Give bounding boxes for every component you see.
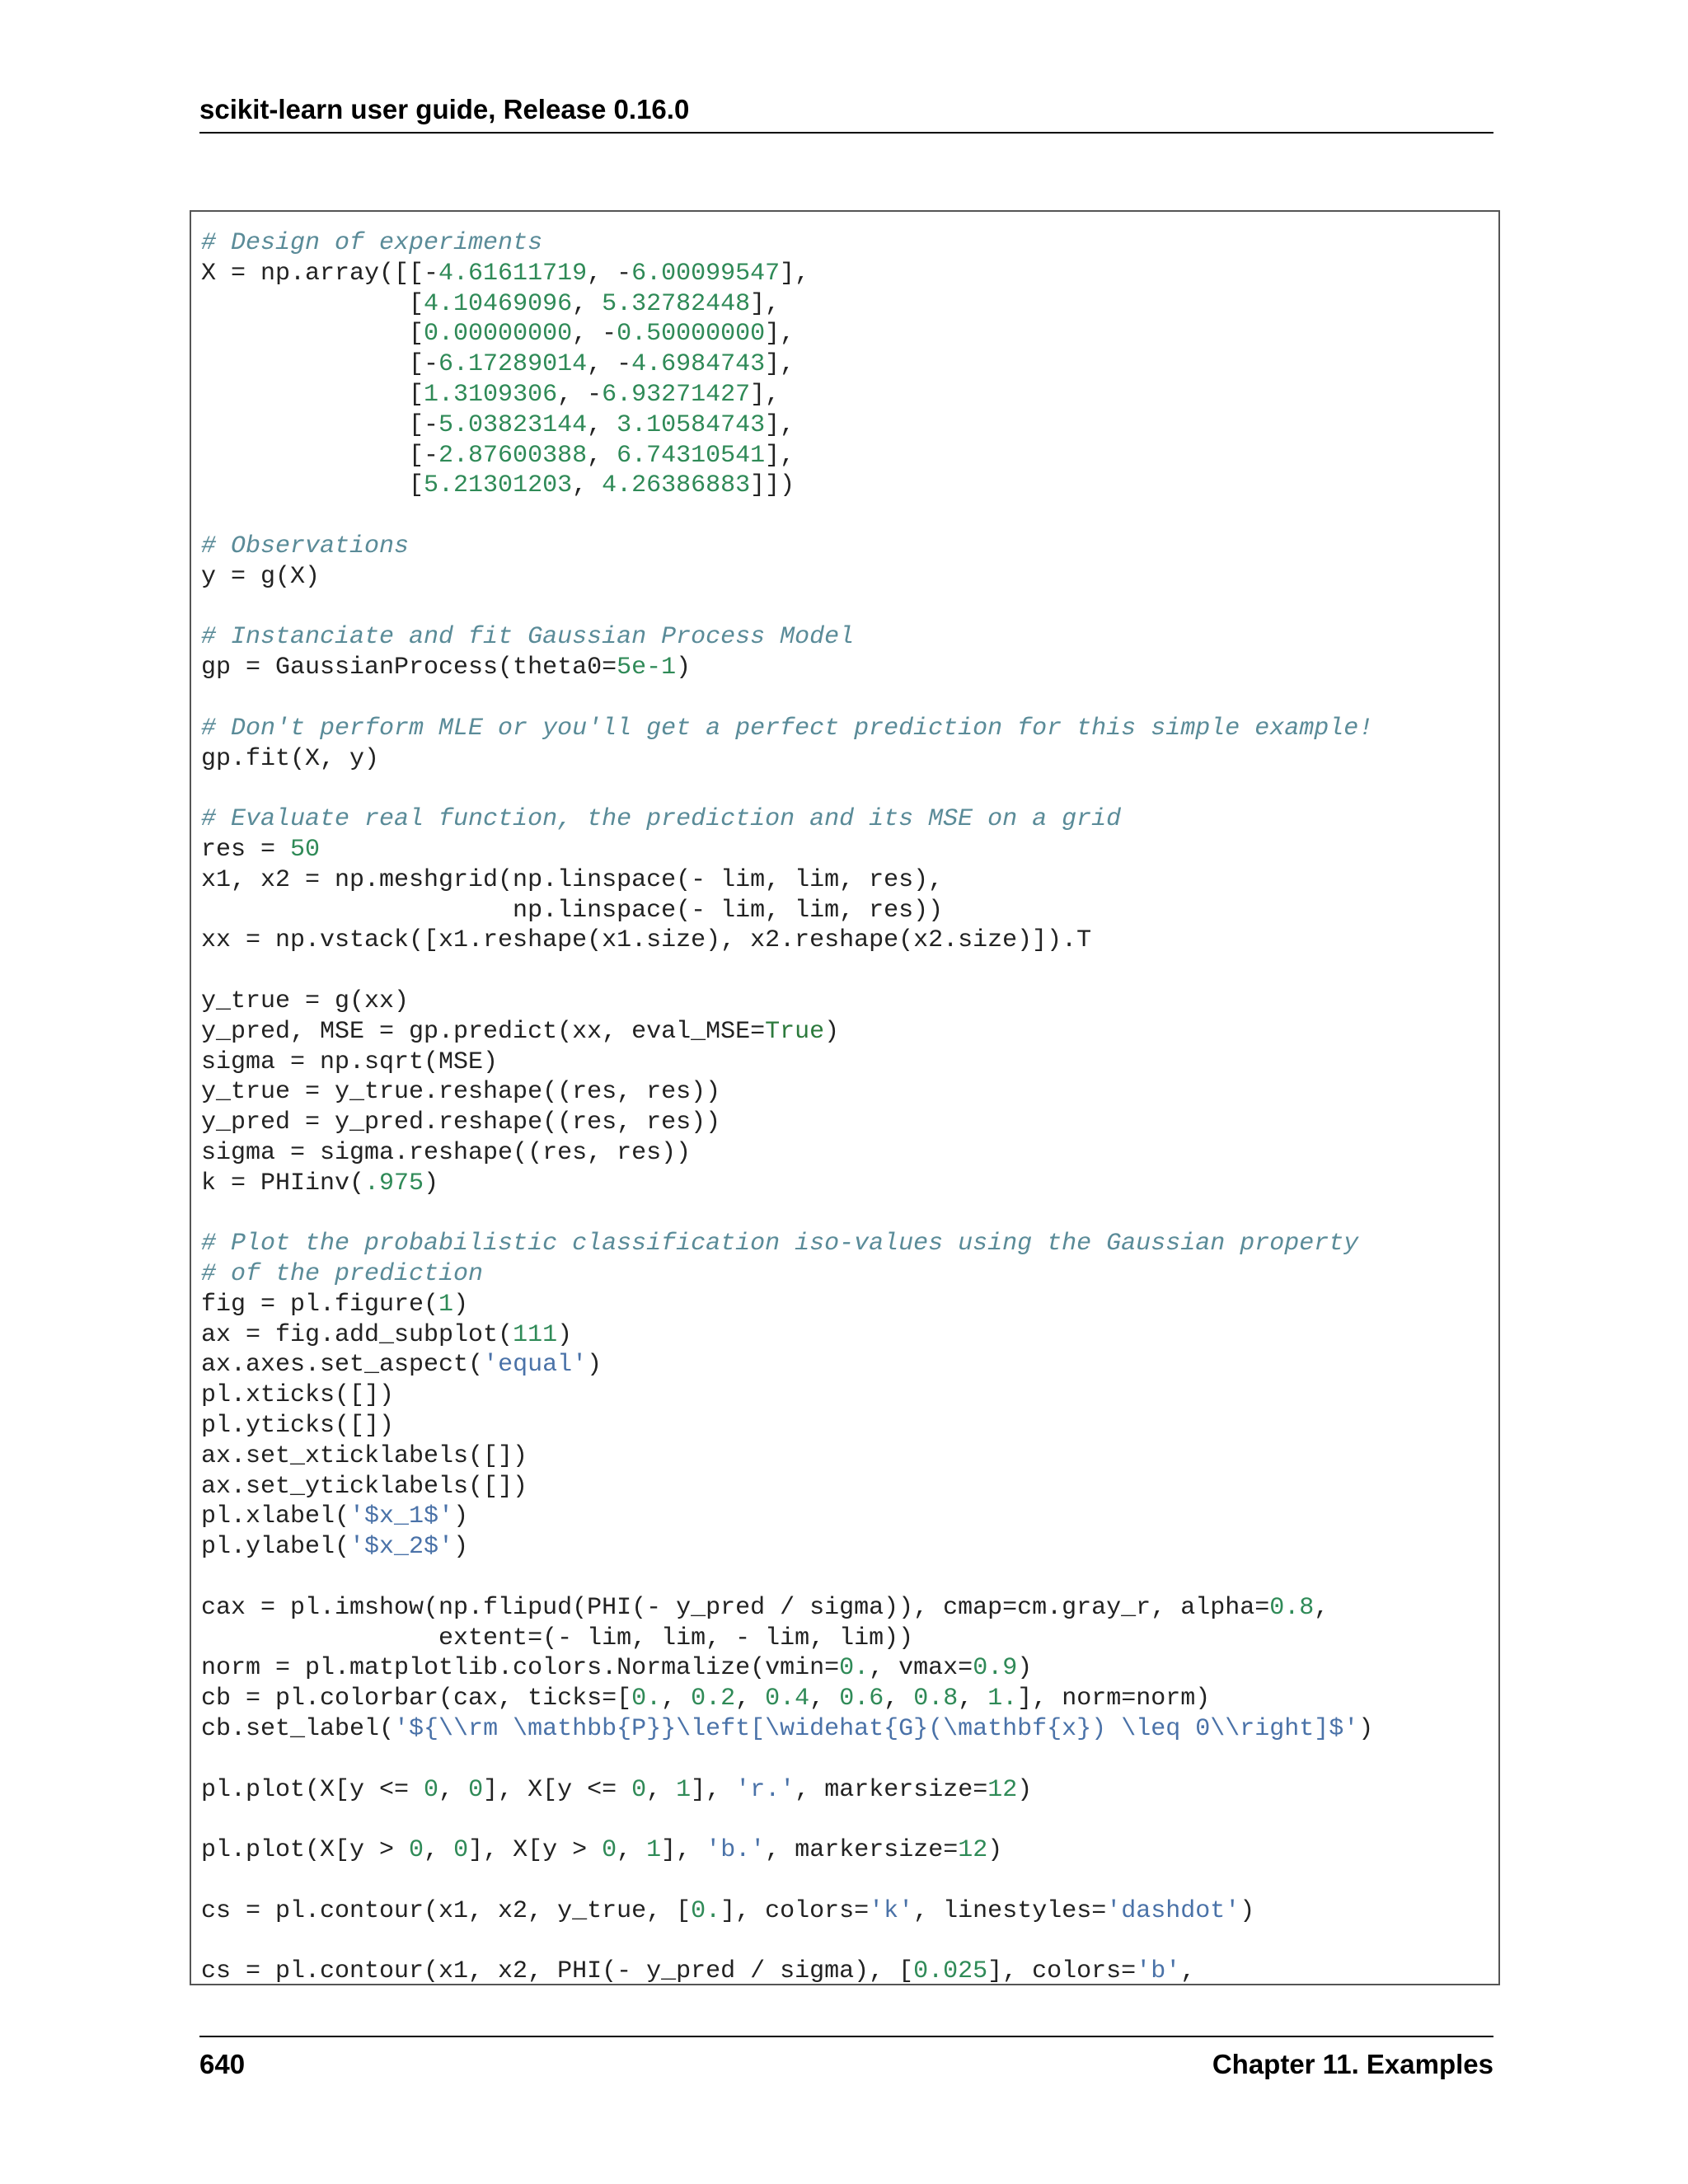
code-line	[201, 683, 1373, 714]
code-line: [-2.87600388, 6.74310541],	[201, 441, 795, 470]
code-line: pl.plot(X[y > 0, 0], X[y > 0, 1], 'b.', markersize=12)	[201, 1836, 1003, 1865]
code-listing	[201, 228, 1373, 1985]
code-line: gp.fit(X, y)	[201, 744, 380, 773]
code-line: pl.xticks([])	[201, 1381, 395, 1410]
code-line	[201, 1563, 1373, 1593]
code-line: sigma = np.sqrt(MSE)	[201, 1047, 499, 1076]
code-line: [0.00000000, -0.50000000],	[201, 320, 795, 349]
code-line: sigma = sigma.reshape((res, res))	[201, 1138, 692, 1167]
code-line: pl.yticks([])	[201, 1412, 395, 1441]
code-line: ax = fig.add_subplot(111)	[201, 1320, 573, 1349]
code-line: y = g(X)	[201, 562, 321, 591]
code-line: ax.axes.set_aspect('equal')	[201, 1351, 603, 1380]
code-line	[201, 1805, 1373, 1835]
code-line	[201, 1199, 1373, 1230]
code-line	[201, 956, 1373, 987]
code-line: ax.set_yticklabels([])	[201, 1472, 528, 1501]
code-line: k = PHIinv(.975)	[201, 1169, 439, 1197]
code-line: # Design of experiments	[201, 229, 543, 257]
code-line: x1, x2 = np.meshgrid(np.linspace(- lim, lim, res),	[201, 865, 944, 894]
code-line: # of the prediction	[201, 1260, 484, 1289]
code-line: y_true = g(xx)	[201, 987, 410, 1015]
code-line: [-5.03823144, 3.10584743],	[201, 410, 795, 439]
code-line: pl.plot(X[y <= 0, 0], X[y <= 0, 1], 'r.', markersize=12)	[201, 1775, 1033, 1804]
code-line: fig = pl.figure(1)	[201, 1290, 469, 1319]
code-line: ax.set_xticklabels([])	[201, 1441, 528, 1470]
code-line: # Evaluate real function, the prediction and its MSE on a grid	[201, 805, 1122, 834]
header-title: scikit-learn user guide, Release 0.16.0	[199, 94, 690, 124]
code-line: pl.xlabel('$x_1$')	[201, 1502, 469, 1531]
code-line	[201, 593, 1373, 623]
code-line: xx = np.vstack([x1.reshape(x1.size), x2.reshape(x2.size)]).T	[201, 926, 1092, 955]
code-line: y_true = y_true.reshape((res, res))	[201, 1078, 721, 1107]
code-line: cs = pl.contour(x1, x2, y_true, [0.], colors='k', linestyles='dashdot')	[201, 1896, 1255, 1925]
code-line: y_pred, MSE = gp.predict(xx, eval_MSE=True)	[201, 1017, 840, 1046]
chapter-title: Chapter 11. Examples	[1212, 2049, 1493, 2079]
code-line	[201, 1745, 1373, 1775]
code-line: extent=(- lim, lim, - lim, lim))	[201, 1624, 914, 1652]
code-line: res = 50	[201, 835, 321, 864]
code-line	[201, 1866, 1373, 1896]
code-line: # Plot the probabilistic classification iso-values using the Gaussian property	[201, 1230, 1359, 1258]
code-line: pl.ylabel('$x_2$')	[201, 1533, 469, 1562]
code-line: y_pred = y_pred.reshape((res, res))	[201, 1108, 721, 1137]
code-line: cax = pl.imshow(np.flipud(PHI(- y_pred / sigma)), cmap=cm.gray_r, alpha=0.8,	[201, 1593, 1329, 1622]
code-line: # Observations	[201, 532, 410, 560]
code-line: cb = pl.colorbar(cax, ticks=[0., 0.2, 0.4, 0.6, 0.8, 1.], norm=norm)	[201, 1685, 1211, 1713]
code-line	[201, 1927, 1373, 1957]
code-line: norm = pl.matplotlib.colors.Normalize(vmin=0., vmax=0.9)	[201, 1654, 1033, 1683]
code-line: [-6.17289014, -4.6984743],	[201, 350, 795, 379]
code-line: # Instanciate and fit Gaussian Process Model	[201, 623, 855, 652]
code-block	[190, 210, 1500, 1985]
page-header	[199, 92, 1493, 134]
code-line	[201, 774, 1373, 804]
code-line: X = np.array([[-4.61611719, -6.00099547],	[201, 259, 810, 288]
code-line: cs = pl.contour(x1, x2, PHI(- y_pred / sigma), [0.025], colors='b',	[201, 1957, 1196, 1985]
page-footer	[199, 2036, 1493, 2087]
page-number: 640	[199, 2049, 246, 2079]
code-line: cb.set_label('${\\rm \mathbb{P}}\left[\widehat{G}(\mathbf{x}) \leq 0\\right]$')	[201, 1715, 1374, 1744]
code-line: [1.3109306, -6.93271427],	[201, 380, 781, 409]
code-line: gp = GaussianProcess(theta0=5e-1)	[201, 654, 692, 682]
code-line: [4.10469096, 5.32782448],	[201, 289, 781, 318]
code-line: # Don't perform MLE or you'll get a perfect prediction for this simple example!	[201, 714, 1374, 743]
code-line: [5.21301203, 4.26386883]])	[201, 471, 795, 500]
code-line	[201, 501, 1373, 532]
code-line: np.linspace(- lim, lim, res))	[201, 896, 944, 925]
